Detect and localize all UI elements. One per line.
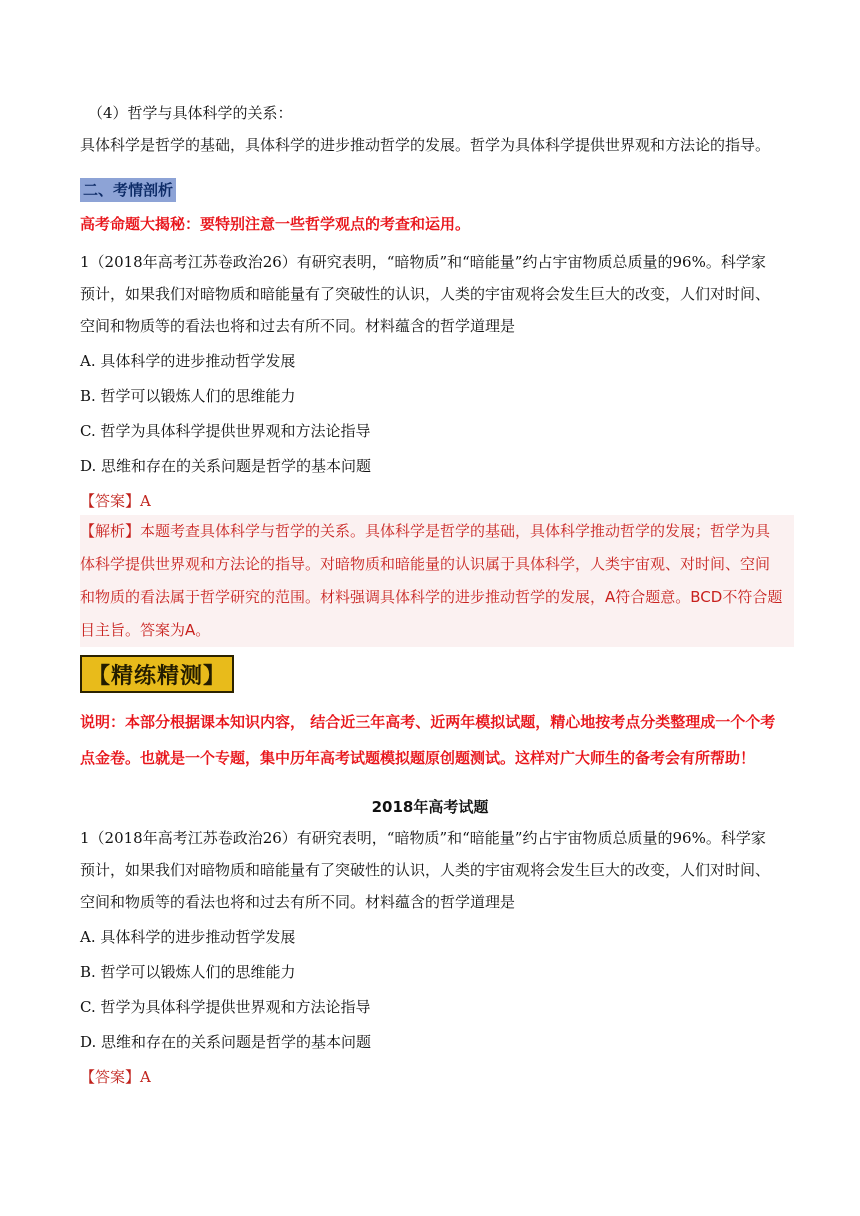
question-1-analysis — [80, 515, 794, 647]
question-2-option-c: C. 哲学为具体科学提供世界观和方法论指导 — [80, 998, 371, 1016]
question-1-stem-line: 空间和物质等的看法也将和过去有所不同。材料蕴含的哲学道理是 — [80, 317, 516, 335]
question-1-stem-line: 预计，如果我们对暗物质和暗能量有了突破性的认识，人类的宇宙观将会发生巨大的改变，人们对时间、 — [80, 285, 771, 303]
note-line: 说明：本部分根据课本知识内容， 结合近三年高考、近两年模拟试题，精心地按考点分类整理成一个个考 — [80, 713, 776, 731]
point4-title: （4）哲学与具体科学的关系： — [88, 104, 293, 122]
question-1-stem-line: 1（2018年高考江苏卷政治26）有研究表明，“暗物质”和“暗能量”约占宇宙物质总质量的96%。科学家 — [80, 253, 766, 271]
section-title: 二、考情剖析 — [80, 178, 176, 202]
question-1-option-d: D. 思维和存在的关系问题是哲学的基本问题 — [80, 457, 372, 475]
question-2-stem-line: 空间和物质等的看法也将和过去有所不同。材料蕴含的哲学道理是 — [80, 893, 516, 911]
question-1-answer: 【答案】A — [80, 492, 151, 510]
analysis-line: 目主旨。答案为A。 — [80, 621, 211, 639]
note-line: 点金卷。也就是一个专题，集中历年高考试题模拟题原创题测试。这样对广大师生的备考会有所帮助！ — [80, 749, 756, 767]
analysis-line: 体科学提供世界观和方法论的指导。对暗物质和暗能量的认识属于具体科学，人类宇宙观、对时间、空间 — [80, 555, 771, 573]
analysis-line: 和物质的看法属于哲学研究的范围。材料强调具体科学的进步推动哲学的发展，A符合题意。BCD不符合题 — [80, 588, 783, 606]
question-1-option-c: C. 哲学为具体科学提供世界观和方法论指导 — [80, 422, 371, 440]
question-2-option-a: A. 具体科学的进步推动哲学发展 — [80, 928, 296, 946]
question-1-option-a: A. 具体科学的进步推动哲学发展 — [80, 352, 296, 370]
question-2-option-d: D. 思维和存在的关系问题是哲学的基本问题 — [80, 1033, 372, 1051]
exam-heading: 2018年高考试题 — [371, 798, 489, 816]
exam-tip — [80, 208, 796, 240]
question-2 — [80, 822, 796, 1093]
practice-banner: 【精练精测】 — [80, 655, 234, 693]
analysis-line: 【解析】本题考查具体科学与哲学的关系。具体科学是哲学的基础，具体科学推动哲学的发展；哲学为具 — [80, 522, 771, 540]
point4-text: 具体科学是哲学的基础，具体科学的进步推动哲学的发展。哲学为具体科学提供世界观和方法论的指导。 — [80, 136, 771, 154]
question-2-answer: 【答案】A — [80, 1068, 151, 1086]
question-1-option-b: B. 哲学可以锻炼人们的思维能力 — [80, 387, 296, 405]
question-2-stem-line: 1（2018年高考江苏卷政治26）有研究表明，“暗物质”和“暗能量”约占宇宙物质总质量的96%。科学家 — [80, 829, 766, 847]
question-2-option-b: B. 哲学可以锻炼人们的思维能力 — [80, 963, 296, 981]
relationship-point — [80, 97, 796, 161]
question-2-stem-line: 预计，如果我们对暗物质和暗能量有了突破性的认识，人类的宇宙观将会发生巨大的改变，人们对时间、 — [80, 861, 771, 879]
practice-note — [80, 704, 796, 776]
question-1 — [80, 246, 796, 517]
exam-tip-text: 高考命题大揭秘：要特别注意一些哲学观点的考查和运用。 — [80, 215, 471, 233]
